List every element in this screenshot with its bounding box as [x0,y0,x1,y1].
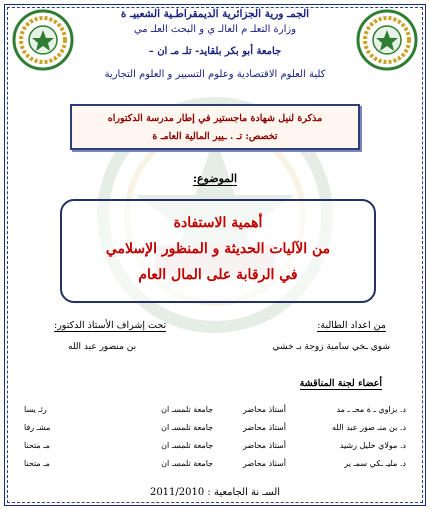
faculty-heading: كلية العلوم الاقتصادية وعلوم التسيير و العلوم التجارية [104,69,326,80]
member-university: جامعة تلمسـ ان [161,404,214,414]
thesis-specialty-line: تخصص: تـ . ـيير المالية العامـ ة [152,131,278,142]
member-name: د. بن منـ صور عبد الله [332,422,406,432]
member-role: مشـ رفا [24,422,51,432]
table-row [22,436,408,454]
member-university: جامعة تلمسـ ان [161,422,214,432]
thesis-title-line2: من الآليات الحديثة و المنظور الإسلامي [105,241,331,257]
table-row [22,418,408,436]
committee-title-text: أعضاء لجنة المناقشة [299,378,382,389]
member-name: د. مليـ ـكي سمـ ير [344,458,406,468]
member-name: د. بزاوي ـ ة محـ ـ مد [336,404,406,414]
student-label [317,320,386,331]
member-rank: أستاذ محاضر [242,404,286,414]
table-row [22,454,408,472]
supervisor-label-text: تحت إشراف الأستاذ الدكتور: [54,320,167,331]
member-university: جامعة تلمسـ ان [161,440,214,450]
supervisor-name: بن منصور عبد الله [68,342,137,352]
committee-table [22,400,408,472]
thesis-degree-line: مذكرة لنيل شهادة ماجستير في إطار مدرسة الدكتوراه [107,113,323,124]
republic-heading: الجمـ ورية الجزائرية الديمقراطـية الشعبيـ ة [120,8,310,20]
thesis-title-line3: في الرقابة على المال العام [138,267,298,283]
academic-year-value: 2011/2010 [149,487,205,498]
student-name: شوي ـخي سامية زوجة بـ خشي [272,342,390,352]
thesis-title-box [60,199,376,303]
subject-label-text: الموضوع: [192,172,238,185]
committee-title [300,378,382,389]
member-name: د. مولاي خليل رشيد [339,440,406,450]
member-role: مـ متحنا [24,458,50,468]
university-heading: جامعة أبو بكر بلقايد- تلـ مـ ان – [148,46,282,57]
student-label-text: من اعداد الطالبة: [317,320,386,331]
member-role: مـ متحنا [24,440,50,450]
subject-label [0,172,430,185]
member-rank: أستاذ محاضر [242,422,286,432]
ministry-heading: وزارة التعلـ م العالـ ي و البحث العلـ مي [133,24,297,35]
member-role: رئـ يسا [24,404,47,414]
table-row [22,400,408,418]
member-rank: أستاذ محاضر [242,440,286,450]
academic-year-label: السـ نة الجامعية : [207,487,281,498]
member-university: جامعة تلمسـ ان [161,458,214,468]
academic-year [0,487,430,498]
thesis-title-line1: أهمية الاستفادة [173,215,263,231]
thesis-description-box [70,104,360,150]
supervisor-label [54,320,166,331]
member-rank: أستاذ محاضر [242,458,286,468]
